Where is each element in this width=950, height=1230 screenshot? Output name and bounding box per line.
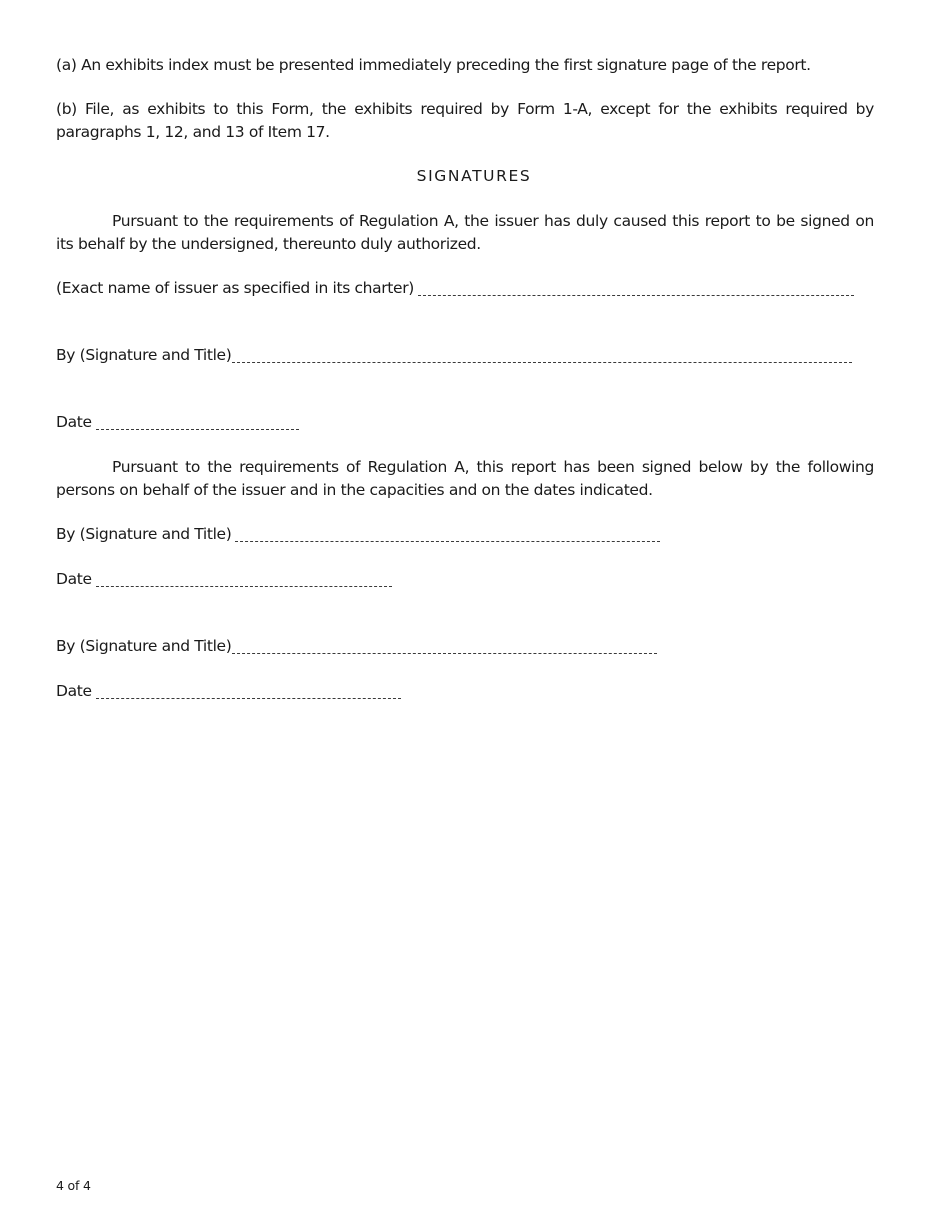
issuer-signature-line[interactable] bbox=[232, 348, 852, 363]
issuer-signature-label: By (Signature and Title) bbox=[56, 346, 232, 364]
signer-1-signature-label: By (Signature and Title) bbox=[56, 525, 232, 543]
signer-1-signature-line[interactable] bbox=[235, 527, 660, 542]
signer-1-date-field[interactable] bbox=[56, 568, 392, 590]
issuer-name-line[interactable] bbox=[418, 281, 854, 296]
instruction-item-b: (b) File, as exhibits to this Form, the exhibits required by Form 1-A, except for the exhibits required by paragraphs 1, 12, and 13 of Item 17. bbox=[56, 100, 874, 141]
signer-2-signature-line[interactable] bbox=[232, 639, 657, 654]
signatures-heading: SIGNATURES bbox=[416, 167, 532, 185]
signer-2-date-label: Date bbox=[56, 682, 92, 700]
signer-2-signature-field[interactable] bbox=[56, 635, 657, 657]
signer-1-date-label: Date bbox=[56, 570, 92, 588]
persons-statement: Pursuant to the requirements of Regulation A, this report has been signed below by the following persons on behalf of the issuer and in the capacities and on the dates indicated. bbox=[56, 458, 874, 499]
signer-2-signature-label: By (Signature and Title) bbox=[56, 637, 232, 655]
signer-2-date-field[interactable] bbox=[56, 680, 401, 702]
signer-2-date-line[interactable] bbox=[96, 684, 401, 699]
page-number: 4 of 4 bbox=[56, 1178, 91, 1193]
issuer-date-label: Date bbox=[56, 413, 92, 431]
issuer-name-label: (Exact name of issuer as specified in its charter) bbox=[56, 279, 414, 297]
issuer-statement: Pursuant to the requirements of Regulation A, the issuer has duly caused this report to be signed on its behalf by the undersigned, thereunto duly authorized. bbox=[56, 212, 874, 253]
instruction-item-a: (a) An exhibits index must be presented immediately preceding the first signature page of the report. bbox=[56, 56, 811, 74]
signer-1-date-line[interactable] bbox=[96, 572, 392, 587]
issuer-date-field[interactable] bbox=[56, 411, 299, 433]
issuer-signature-field[interactable] bbox=[56, 344, 852, 366]
document-page bbox=[56, 0, 876, 1230]
signer-1-signature-field[interactable] bbox=[56, 523, 660, 545]
issuer-name-field[interactable] bbox=[56, 277, 854, 299]
issuer-date-line[interactable] bbox=[96, 415, 299, 430]
